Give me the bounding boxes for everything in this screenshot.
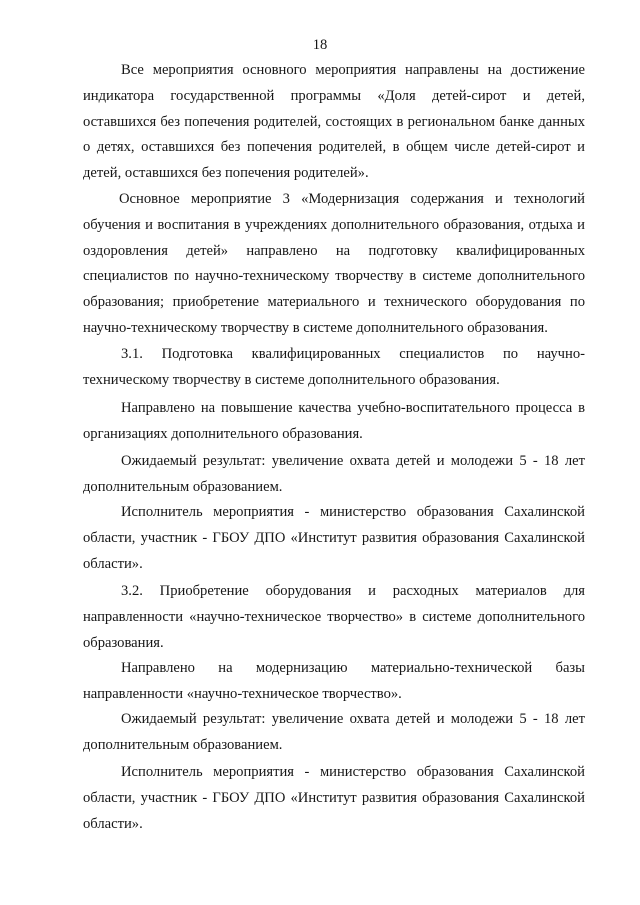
- paragraph-purpose-3-2: Направлено на модернизацию материально-технической базы направленности «научно-техническое творчество».: [83, 660, 585, 702]
- paragraph-item-3-1: 3.1. Подготовка квалифицированных специалистов по научно-техническому творчеству в системе дополнительного образования.: [83, 346, 585, 388]
- paragraph-executor-3-2: Исполнитель мероприятия - министерство образования Сахалинской области, участник - ГБОУ ДПО «Институт развития образования Сахалинской области».: [83, 764, 585, 832]
- paragraph-executor-3-1: Исполнитель мероприятия - министерство образования Сахалинской области, участник - ГБОУ ДПО «Институт развития образования Сахалинской области».: [83, 504, 585, 572]
- page-number: 18: [312, 37, 328, 53]
- paragraph-result-3-2: Ожидаемый результат: увеличение охвата детей и молодежи 5 - 18 лет дополнительным образованием.: [83, 711, 585, 753]
- paragraph-main-event-3: Основное мероприятие 3 «Модернизация содержания и технологий обучения и воспитания в учреждениях дополнительного образования, отдыха и оздоровления детей» направлено на подготовку квалифицированных специалистов по научно-техническому творчеству в системе дополнительного образования; приобретение материального и технического оборудования по научно-техническому творчеству в системе дополнительного образования.: [83, 191, 585, 336]
- paragraph-purpose-3-1: Направлено на повышение качества учебно-воспитательного процесса в организациях дополнительного образования.: [83, 400, 585, 442]
- paragraph-indicator: Все мероприятия основного мероприятия направлены на достижение индикатора государственной программы «Доля детей-сирот и детей, оставшихся без попечения родителей, состоящих в региональном банке данных о детях, оставшихся без попечения родителей, в общем числе детей-сирот и детей, оставшихся без попечения родителей».: [83, 62, 585, 182]
- paragraph-result-3-1: Ожидаемый результат: увеличение охвата детей и молодежи 5 - 18 лет дополнительным образованием.: [83, 453, 585, 495]
- paragraph-item-3-2: 3.2. Приобретение оборудования и расходных материалов для направленности «научно-техническое творчество» в системе дополнительного образования.: [83, 583, 585, 651]
